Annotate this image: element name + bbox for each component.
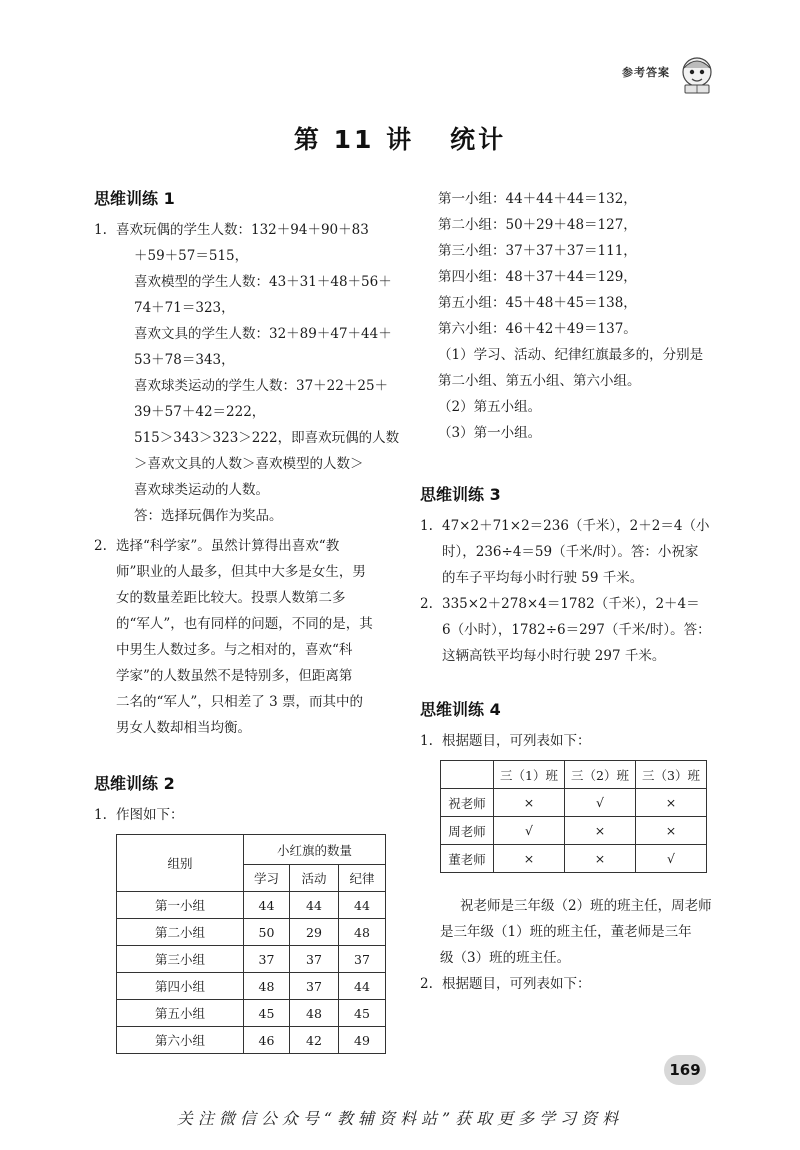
cell: 42 [290, 1027, 339, 1054]
cell: 49 [339, 1027, 386, 1054]
item-number: 1. [420, 733, 433, 749]
text-line: ＞喜欢文具的人数＞喜欢模型的人数＞ [134, 456, 364, 472]
item-number: 2. [420, 976, 433, 992]
text-line: 的车子平均每小时行驶 59 千米。 [442, 570, 644, 586]
table-row [441, 845, 707, 873]
table-row [117, 919, 386, 946]
text-line: 这辆高铁平均每小时行驶 297 千米。 [442, 648, 666, 664]
sec4-question-1 [420, 728, 720, 754]
left-column [94, 186, 400, 1054]
section-heading-1: 思维训练 1 [94, 189, 175, 208]
text-line: 是三年级（1）班的班主任，董老师是三年 [440, 924, 692, 940]
cell: 44 [339, 892, 386, 919]
cell: × [494, 845, 565, 873]
cell: 37 [290, 973, 339, 1000]
section-heading-4: 思维训练 4 [420, 700, 501, 719]
section-heading-3: 思维训练 3 [420, 485, 501, 504]
cell: × [636, 789, 707, 817]
text-line: 二名的“军人”，只相差了 3 票，而其中的 [116, 694, 363, 710]
item-number: 1. [420, 518, 433, 534]
row-label: 周老师 [441, 817, 494, 845]
table-row [117, 1000, 386, 1027]
cell: × [636, 817, 707, 845]
text-line: 335×2＋278×4＝1782（千米），2＋4＝ [442, 596, 700, 612]
text-line: 女的数量差距比较大。投票人数第二多 [116, 590, 346, 606]
text-line: 第六小组：46＋42＋49＝137。 [438, 321, 637, 337]
cell: 44 [339, 973, 386, 1000]
text-line: 男女人数却相当均衡。 [116, 720, 251, 736]
sec2-question-1 [94, 802, 394, 828]
cell: √ [636, 845, 707, 873]
table-col-header: 三（1）班 [494, 761, 565, 789]
cell: 44 [290, 892, 339, 919]
text-line: （1）学习、活动、纪律红旗最多的，分别是 [438, 347, 704, 363]
table-row [117, 973, 386, 1000]
text-line: 喜欢模型的学生人数：43＋31＋48＋56＋ [134, 274, 392, 290]
row-label: 第三小组 [117, 946, 244, 973]
cell: × [565, 845, 636, 873]
table-header-flags: 小红旗的数量 [244, 835, 386, 865]
cell: 37 [290, 946, 339, 973]
table-col-header: 活动 [290, 865, 339, 892]
table-header-group: 组别 [117, 835, 244, 892]
text-line: 第一小组：44＋44＋44＝132， [438, 191, 637, 207]
text-line: 师”职业的人最多，但其中大多是女生，男 [116, 564, 366, 580]
row-label: 第一小组 [117, 892, 244, 919]
text-line: 学家”的人数虽然不是特别多，但距离第 [116, 668, 353, 684]
table-row [117, 892, 386, 919]
table-col-header: 三（2）班 [565, 761, 636, 789]
text-line: 答：选择玩偶作为奖品。 [134, 508, 283, 524]
text-line: 喜欢球类运动的学生人数：37＋22＋25＋ [134, 378, 389, 394]
cell: 45 [339, 1000, 386, 1027]
footer-watermark: 关注微信公众号“教辅资料站”获取更多学习资料 [176, 1109, 624, 1128]
item-number: 2. [94, 538, 107, 554]
cell: 37 [339, 946, 386, 973]
red-flag-table [116, 834, 386, 1054]
text-line: （3）第一小组。 [438, 425, 542, 441]
lecture-topic: 统计 [450, 125, 507, 154]
item-number: 1. [94, 222, 107, 238]
row-label: 第六小组 [117, 1027, 244, 1054]
text-line: 选择“科学家”。虽然计算得出喜欢“教 [116, 538, 340, 554]
cell: √ [565, 789, 636, 817]
text-line: 根据题目，可列表如下： [442, 733, 591, 749]
text-line: 根据题目，可列表如下： [442, 976, 591, 992]
text-line: 第三小组：37＋37＋37＝111， [438, 243, 637, 259]
text-line: 祝老师是三年级（2）班的班主任，周老师 [460, 898, 712, 914]
sec2-sums [420, 186, 720, 446]
cell: 50 [244, 919, 290, 946]
cell: 44 [244, 892, 290, 919]
table-row [441, 817, 707, 845]
header-label: 参考答案 [622, 66, 670, 79]
sec4-question-2 [420, 971, 720, 997]
page-title [0, 120, 800, 156]
text-line: 74＋71＝323， [134, 300, 235, 316]
sec1-question-1 [94, 217, 400, 529]
cell: × [494, 789, 565, 817]
table-row [441, 789, 707, 817]
text-line: 515＞343＞323＞222，即喜欢玩偶的人数 [134, 430, 400, 446]
text-line: 6（小时），1782÷6＝297（千米/时）。答： [442, 622, 711, 638]
cell: 48 [244, 973, 290, 1000]
text-line: 的“军人”，也有同样的问题，不同的是，其 [116, 616, 373, 632]
text-line: 喜欢玩偶的学生人数：132＋94＋90＋83 [116, 222, 369, 238]
text-line: 第四小组：48＋37＋44＝129， [438, 269, 637, 285]
text-line: 时），236÷4＝59（千米/时）。答：小祝家 [442, 544, 699, 560]
cell: 48 [290, 1000, 339, 1027]
text-line: 级（3）班的班主任。 [440, 950, 571, 966]
text-line: 中男生人数过多。与之相对的，喜欢“科 [116, 642, 353, 658]
row-label: 董老师 [441, 845, 494, 873]
sec1-question-2 [94, 533, 394, 741]
text-line: 53＋78＝343， [134, 352, 235, 368]
page-number: 169 [664, 1055, 706, 1085]
row-label: 第四小组 [117, 973, 244, 1000]
sec4-conclusion-cont [420, 919, 720, 971]
text-line: 第二小组：50＋29＋48＝127， [438, 217, 637, 233]
text-line: 47×2＋71×2＝236（千米），2＋2＝4（小 [442, 518, 710, 534]
text-line: 第五小组：45＋48＋45＝138， [438, 295, 637, 311]
text-line: （2）第五小组。 [438, 399, 542, 415]
sec3-question-2 [420, 591, 720, 669]
table-col-header: 学习 [244, 865, 290, 892]
item-number: 2. [420, 596, 433, 612]
row-label: 祝老师 [441, 789, 494, 817]
table-col-header: 三（3）班 [636, 761, 707, 789]
table-row [117, 946, 386, 973]
section-heading-2: 思维训练 2 [94, 774, 175, 793]
text-line: 喜欢文具的学生人数：32＋89＋47＋44＋ [134, 326, 392, 342]
cell: 46 [244, 1027, 290, 1054]
item-number: 1. [94, 807, 107, 823]
teacher-class-table [440, 760, 707, 873]
mascot-icon [675, 52, 719, 96]
text-line: 第二小组、第五小组、第六小组。 [438, 373, 641, 389]
right-column [420, 186, 720, 997]
table-col-header: 纪律 [339, 865, 386, 892]
table-row [117, 1027, 386, 1054]
cell: 48 [339, 919, 386, 946]
empty-corner [441, 761, 494, 789]
cell: 37 [244, 946, 290, 973]
cell: √ [494, 817, 565, 845]
cell: 29 [290, 919, 339, 946]
sec4-conclusion [420, 893, 720, 919]
sec3-question-1 [420, 513, 720, 591]
cell: 45 [244, 1000, 290, 1027]
text-line: 作图如下： [116, 807, 184, 823]
text-line: 喜欢球类运动的人数。 [134, 482, 269, 498]
row-label: 第五小组 [117, 1000, 244, 1027]
text-line: 39＋57＋42＝222， [134, 404, 266, 420]
text-line: ＋59＋57＝515， [134, 248, 249, 264]
cell: × [565, 817, 636, 845]
row-label: 第二小组 [117, 919, 244, 946]
lecture-number: 第 11 讲 [293, 125, 415, 154]
